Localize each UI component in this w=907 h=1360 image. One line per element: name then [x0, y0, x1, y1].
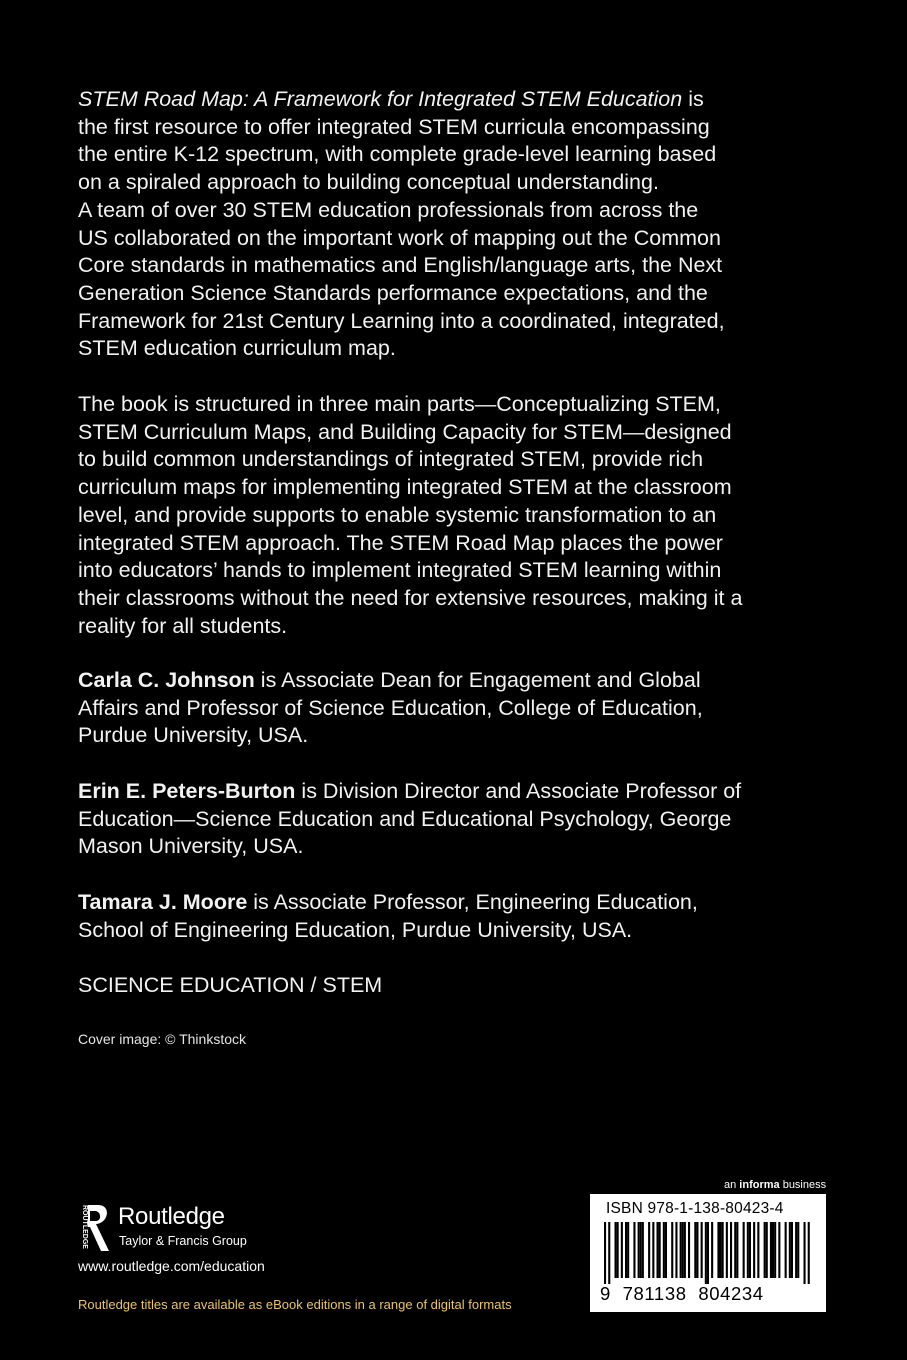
description-line: Core standards in mathematics and English/language arts, the Next: [78, 253, 723, 278]
author-bio-peters-burton: [78, 778, 838, 861]
ebook-note: Routledge titles are available as eBook editions in a range of digital formats: [78, 1297, 512, 1312]
barcode-bar: [743, 1222, 745, 1278]
description-line: the first resource to offer integrated STEM curricula encompassing: [78, 114, 710, 139]
description-line: STEM Road Map: A Framework for Integrated STEM Education is: [78, 87, 704, 111]
barcode-bar: [617, 1222, 619, 1278]
barcode-bar: [720, 1222, 722, 1278]
barcode-bar: [778, 1222, 780, 1278]
barcode-bar: [736, 1222, 738, 1278]
isbn-group-1: 781138: [622, 1283, 687, 1304]
barcode-bar: [734, 1222, 736, 1278]
barcode-bar: [671, 1222, 673, 1278]
barcode-bar: [638, 1222, 640, 1278]
description-line: Framework for 21st Century Learning into a coordinated, integrated,: [78, 308, 725, 333]
description-line: A team of over 30 STEM education professionals from across the: [78, 197, 699, 222]
description-paragraph-2: [78, 391, 838, 640]
author-bio-line: Education—Science Education and Educational Psychology, George: [78, 806, 732, 831]
barcode-bar: [604, 1222, 606, 1284]
barcode-bar: [774, 1222, 776, 1278]
description-line: STEM education curriculum map.: [78, 336, 396, 361]
isbn-group-2: 804234: [698, 1283, 764, 1304]
description-line: level, and provide supports to enable systemic transformation to an: [78, 502, 717, 527]
barcode-bar: [665, 1222, 667, 1278]
barcode-bar: [621, 1222, 623, 1278]
barcode-bar: [730, 1222, 732, 1278]
barcode-bar: [770, 1222, 772, 1278]
barcode-bar: [766, 1222, 768, 1278]
barcode-bar: [791, 1222, 793, 1278]
routledge-vertical-text: ROUTLEDGE: [81, 1205, 88, 1249]
description-line: the entire K-12 spectrum, with complete grade-level learning based: [78, 142, 717, 167]
publisher-website[interactable]: www.routledge.com/education: [78, 1258, 265, 1274]
author-bio-moore: [78, 889, 838, 944]
book-title: STEM Road Map: A Framework for Integrated STEM Education: [78, 87, 683, 111]
author-bio-line: Mason University, USA.: [78, 834, 304, 859]
author-bio-line: Tamara J. Moore is Associate Professor, Engineering Education,: [78, 890, 698, 914]
barcode-bar: [659, 1222, 661, 1278]
author-bio-line: Erin E. Peters-Burton is Division Director and Associate Professor of: [78, 779, 742, 803]
barcode-bar: [753, 1222, 755, 1278]
description-line: into educators’ hands to implement integrated STEM learning within: [78, 558, 722, 583]
barcode-bar: [797, 1222, 799, 1278]
description-line: integrated STEM approach. The STEM Road Map places the power: [78, 530, 723, 555]
barcode-bar: [682, 1222, 684, 1278]
barcode-bar: [726, 1222, 728, 1278]
barcode-bar: [711, 1222, 713, 1278]
author-bio-line: Affairs and Professor of Science Education, College of Education,: [78, 695, 703, 720]
barcode-bar: [747, 1222, 749, 1278]
barcode-bar: [808, 1222, 810, 1284]
barcode-bar: [625, 1222, 627, 1278]
barcode-bar: [757, 1222, 759, 1278]
description-line: The book is structured in three main parts—Conceptualizing STEM,: [78, 392, 721, 416]
isbn-label: ISBN 978-1-138-80423-4: [606, 1200, 784, 1217]
barcode-bar: [633, 1222, 635, 1278]
barcode-bar: [785, 1222, 787, 1278]
barcode-bar: [675, 1222, 677, 1278]
author-bio-line: School of Engineering Education, Purdue University, USA.: [78, 917, 633, 942]
description-line: to build common understandings of integrated STEM, provide rich: [78, 447, 704, 472]
author-bio-line: Purdue University, USA.: [78, 723, 309, 748]
barcode-bar: [696, 1222, 698, 1278]
routledge-logo-icon: [76, 1203, 112, 1253]
barcode-bar: [688, 1222, 690, 1278]
barcode: [604, 1222, 814, 1284]
author-name: Erin E. Peters-Burton: [78, 779, 296, 803]
barcode-bar: [608, 1222, 610, 1284]
isbn-digits: [600, 1283, 764, 1305]
description-line: Generation Science Standards performance expectations, and the: [78, 280, 708, 305]
barcode-bar: [707, 1222, 709, 1284]
barcode-bar: [717, 1222, 719, 1278]
barcode-bar: [684, 1222, 686, 1278]
barcode-bar: [663, 1222, 665, 1278]
subject-line: SCIENCE EDUCATION / STEM: [78, 973, 383, 997]
barcode-bar: [652, 1222, 654, 1278]
isbn-barcode-box: [590, 1194, 826, 1312]
barcode-bar: [680, 1222, 682, 1278]
informa-brand: informa: [739, 1179, 780, 1191]
description-line: curriculum maps for implementing integrated STEM at the classroom: [78, 475, 732, 500]
description-paragraph-1: [78, 86, 838, 363]
barcode-bar: [705, 1222, 707, 1284]
barcode-bar: [640, 1222, 642, 1278]
publisher-group: Taylor & Francis Group: [119, 1234, 247, 1248]
description-line: US collaborated on the important work of mapping out the Common: [78, 225, 721, 250]
barcode-bar: [648, 1222, 650, 1278]
barcode-bar: [764, 1222, 766, 1278]
description-line: STEM Curriculum Maps, and Building Capacity for STEM—designed: [78, 419, 732, 444]
informa-tagline: an informa business: [724, 1179, 827, 1191]
barcode-bar: [657, 1222, 659, 1278]
routledge-logo: [76, 1203, 316, 1255]
barcode-bar: [749, 1222, 751, 1278]
description-line: on a spiraled approach to building conceptual understanding.: [78, 170, 659, 195]
author-bio-line: Carla C. Johnson is Associate Dean for Engagement and Global: [78, 668, 701, 692]
publisher-name: Routledge: [118, 1203, 225, 1230]
description-line: reality for all students.: [78, 613, 288, 638]
barcode-bar: [694, 1222, 696, 1278]
author-bio-johnson: [78, 667, 838, 750]
barcode-bar: [627, 1222, 629, 1278]
barcode-bar: [789, 1222, 791, 1278]
author-name: Carla C. Johnson: [78, 668, 255, 692]
barcode-bar: [795, 1222, 797, 1278]
description-line: their classrooms without the need for extensive resources, making it a: [78, 585, 743, 610]
barcode-bar: [722, 1222, 724, 1278]
barcode-bar: [615, 1222, 617, 1278]
isbn-lead-digit: 9: [600, 1283, 611, 1304]
barcode-bar: [772, 1222, 774, 1278]
author-name: Tamara J. Moore: [78, 890, 248, 914]
cover-credit: Cover image: © Thinkstock: [78, 1031, 247, 1047]
barcode-bar: [701, 1222, 703, 1278]
barcode-bar: [804, 1222, 806, 1284]
barcode-bar: [642, 1222, 644, 1278]
subject-category: [78, 972, 838, 1000]
